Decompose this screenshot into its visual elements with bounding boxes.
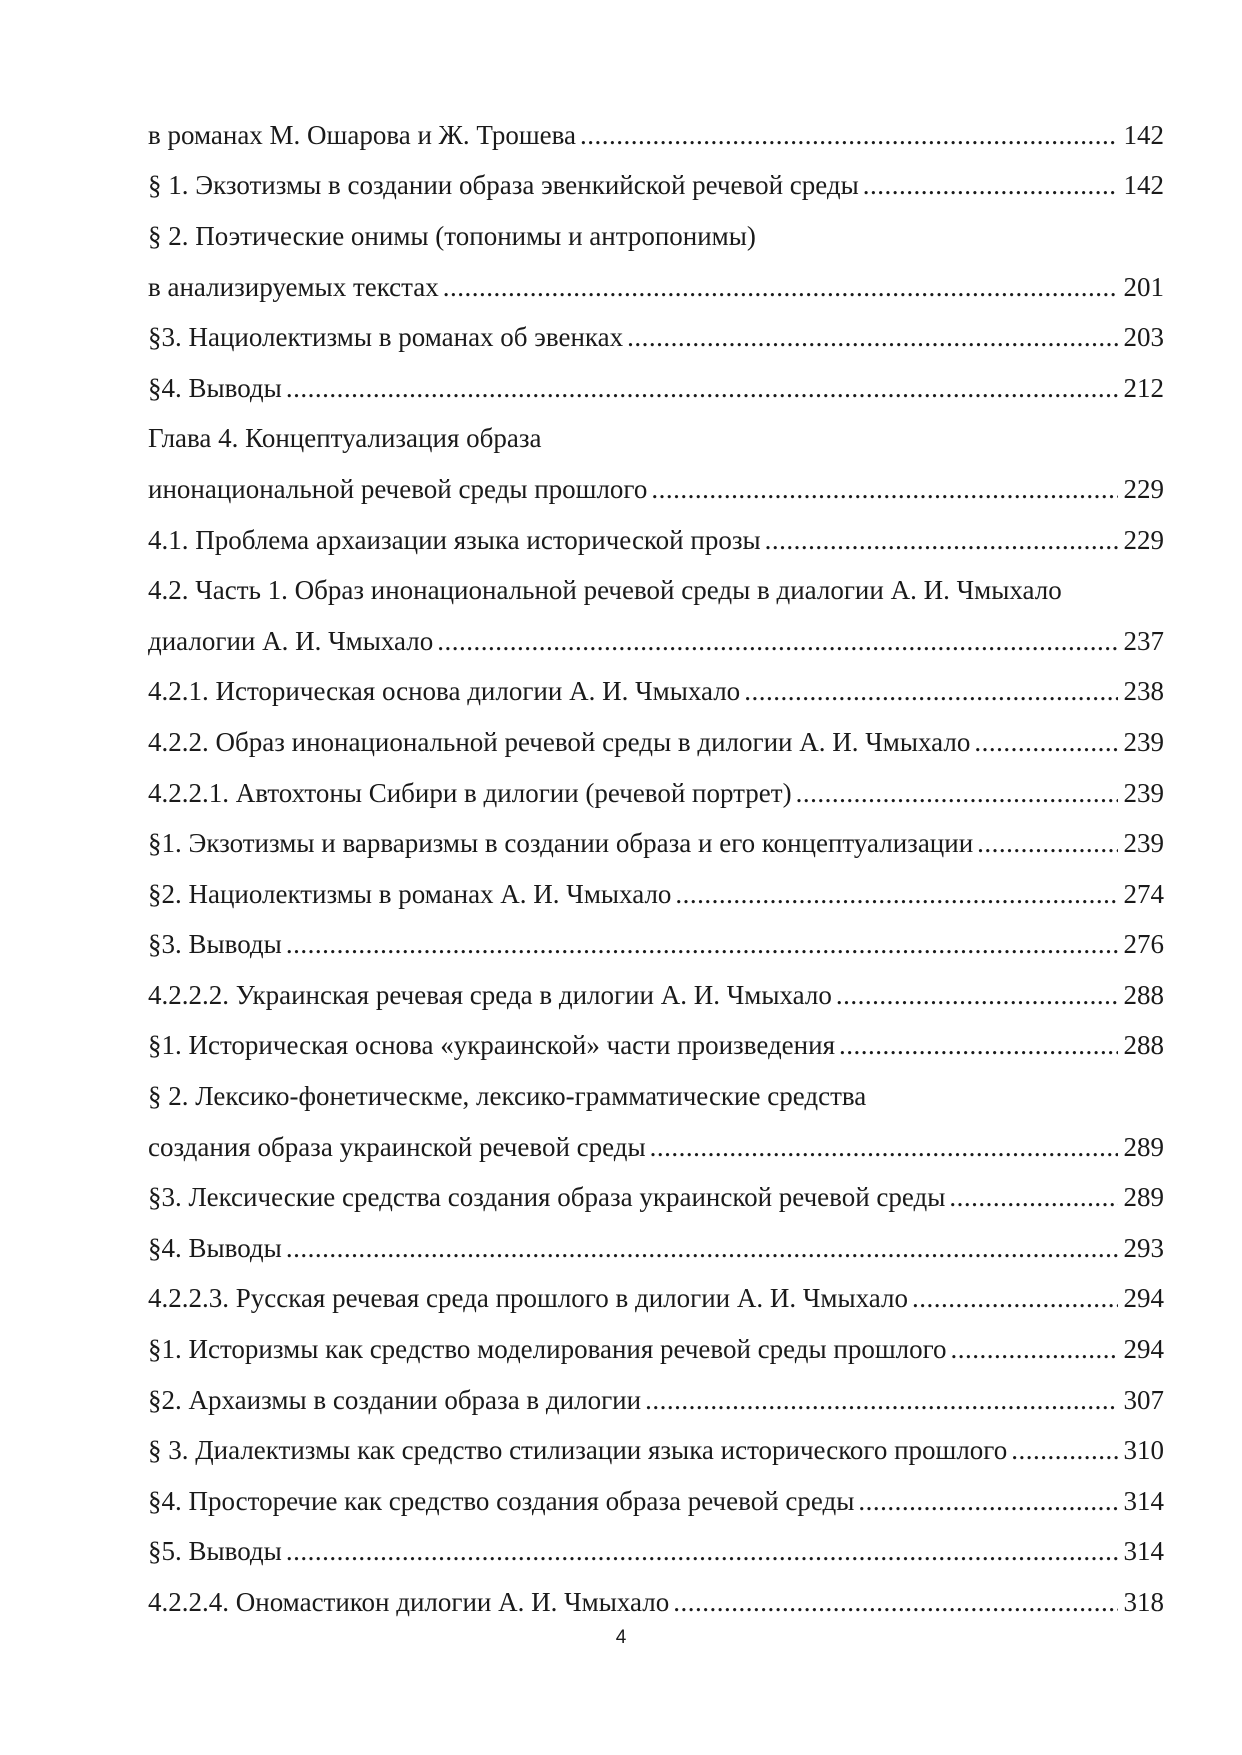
toc-entry-page: 288 bbox=[1123, 1030, 1164, 1061]
toc-entry-title: 4.2.2. Образ инонациональной речевой среды в дилогии А. И. Чмыхало bbox=[148, 726, 971, 757]
dot-leader bbox=[836, 982, 1118, 1009]
toc-entry-title: §4. Просторечие как средство создания образа речевой среды bbox=[148, 1485, 855, 1516]
dot-leader bbox=[286, 1538, 1118, 1565]
dot-leader bbox=[949, 1184, 1117, 1211]
toc-entry-title: §1. Историческая основа «украинской» части произведения bbox=[148, 1030, 835, 1061]
dot-leader bbox=[286, 931, 1118, 958]
toc-entry-title: §4. Выводы bbox=[148, 372, 282, 403]
dot-leader bbox=[796, 780, 1118, 807]
toc-entry bbox=[148, 1476, 1164, 1527]
toc-entry bbox=[148, 312, 1164, 363]
toc-entry-page: 294 bbox=[1123, 1334, 1164, 1365]
toc-entry bbox=[148, 414, 1164, 465]
toc-entry-title: § 2. Лексико-фонетическме, лексико-грамматические средства bbox=[148, 1081, 867, 1112]
dot-leader bbox=[863, 172, 1118, 199]
dot-leader bbox=[912, 1285, 1118, 1312]
toc-entry bbox=[148, 1375, 1164, 1426]
toc-entry bbox=[148, 616, 1164, 667]
toc-entry-title: §2. Архаизмы в создании образа в дилогии bbox=[148, 1384, 642, 1415]
toc-entry-page: 289 bbox=[1123, 1182, 1164, 1213]
toc-entry-title: §1. Историзмы как средство моделирования речевой среды прошлого bbox=[148, 1334, 947, 1365]
toc-entry-title: 4.2. Часть 1. Образ инонациональной речевой среды в диалогии А. И. Чмыхало bbox=[148, 575, 1062, 606]
toc-entry-page: 293 bbox=[1123, 1232, 1164, 1263]
toc-entry-title: § 1. Экзотизмы в создании образа эвенкийской речевой среды bbox=[148, 170, 859, 201]
toc-entry bbox=[148, 869, 1164, 920]
toc-entry bbox=[148, 667, 1164, 718]
toc-entry bbox=[148, 211, 1164, 262]
toc-entry-page: 229 bbox=[1123, 473, 1164, 504]
toc-entry-title: 4.2.2.2. Украинская речевая среда в дилогии А. И. Чмыхало bbox=[148, 979, 832, 1010]
toc-entry bbox=[148, 161, 1164, 212]
toc-entry-title: в анализируемых текстах bbox=[148, 271, 439, 302]
toc-entry bbox=[148, 717, 1164, 768]
toc-entry bbox=[148, 1021, 1164, 1072]
toc-entry-page: 318 bbox=[1123, 1587, 1164, 1618]
toc-entry-title: 4.2.1. Историческая основа дилогии А. И. Чмыхало bbox=[148, 676, 741, 707]
dot-leader bbox=[286, 375, 1118, 402]
toc-entry-title: §3. Лексические средства создания образа украинской речевой среды bbox=[148, 1182, 946, 1213]
toc-entry bbox=[148, 515, 1164, 566]
toc-entry-page: 239 bbox=[1123, 828, 1164, 859]
toc-entry bbox=[148, 565, 1164, 616]
toc-entry-page: 294 bbox=[1123, 1283, 1164, 1314]
toc-entry-title: § 2. Поэтические онимы (топонимы и антропонимы) bbox=[148, 220, 756, 251]
toc-entry bbox=[148, 363, 1164, 414]
dot-leader bbox=[650, 1134, 1118, 1161]
dot-leader bbox=[977, 830, 1117, 857]
toc-entry-title: §5. Выводы bbox=[148, 1536, 282, 1567]
dot-leader bbox=[765, 527, 1118, 554]
toc-entry-title: 4.2.2.3. Русская речевая среда прошлого в дилогии А. И. Чмыхало bbox=[148, 1283, 908, 1314]
toc-entry-title: § 3. Диалектизмы как средство стилизации языка исторического прошлого bbox=[148, 1435, 1008, 1466]
toc-entry bbox=[148, 1071, 1164, 1122]
dot-leader bbox=[1011, 1437, 1117, 1464]
page-number: 4 bbox=[615, 1627, 627, 1648]
toc-entry-page: 274 bbox=[1123, 878, 1164, 909]
toc-entry-page: 142 bbox=[1123, 170, 1164, 201]
toc-entry-title: инонациональной речевой среды прошлого bbox=[148, 473, 648, 504]
toc-entry-page: 238 bbox=[1123, 676, 1164, 707]
toc-entry-title: диалогии А. И. Чмыхало bbox=[148, 625, 434, 656]
toc-entry bbox=[148, 1274, 1164, 1325]
toc-entry bbox=[148, 970, 1164, 1021]
toc-entry-title: §3. Нациолектизмы в романах об эвенках bbox=[148, 322, 624, 353]
toc-entry-title: 4.2.2.4. Ономастикон дилогии А. И. Чмыхало bbox=[148, 1587, 670, 1618]
toc-entry-page: 142 bbox=[1123, 119, 1164, 150]
toc-entry bbox=[148, 768, 1164, 819]
toc-entry bbox=[148, 464, 1164, 515]
toc-entry-title: создания образа украинской речевой среды bbox=[148, 1131, 646, 1162]
dot-leader bbox=[651, 476, 1117, 503]
toc-entry-page: 203 bbox=[1123, 322, 1164, 353]
toc-entry bbox=[148, 110, 1164, 161]
toc-entry-title: §2. Нациолектизмы в романах А. И. Чмыхало bbox=[148, 878, 672, 909]
dot-leader bbox=[645, 1387, 1117, 1414]
dot-leader bbox=[744, 678, 1117, 705]
toc-entry bbox=[148, 818, 1164, 869]
dot-leader bbox=[443, 274, 1118, 301]
dot-leader bbox=[858, 1488, 1117, 1515]
toc-entry-title: §4. Выводы bbox=[148, 1232, 282, 1263]
toc-entry-page: 307 bbox=[1123, 1384, 1164, 1415]
toc-entry-page: 288 bbox=[1123, 979, 1164, 1010]
dot-leader bbox=[675, 881, 1117, 908]
dot-leader bbox=[627, 324, 1117, 351]
toc-entry bbox=[148, 1122, 1164, 1173]
toc-entry bbox=[148, 1324, 1164, 1375]
dot-leader bbox=[673, 1589, 1117, 1616]
toc-entry bbox=[148, 1172, 1164, 1223]
toc-entry-page: 314 bbox=[1123, 1536, 1164, 1567]
toc-entry-page: 289 bbox=[1123, 1131, 1164, 1162]
toc-entry-page: 237 bbox=[1123, 625, 1164, 656]
toc-entry bbox=[148, 1527, 1164, 1578]
toc-entry bbox=[148, 1425, 1164, 1476]
toc-entry-title: §1. Экзотизмы и варваризмы в создании образа и его концептуализации bbox=[148, 828, 974, 859]
toc-entry bbox=[148, 1577, 1164, 1628]
toc-entry-page: 310 bbox=[1123, 1435, 1164, 1466]
dot-leader bbox=[951, 1336, 1118, 1363]
toc-entry-title: §3. Выводы bbox=[148, 929, 282, 960]
toc-entry-page: 212 bbox=[1123, 372, 1164, 403]
toc-entry-title: 4.1. Проблема архаизации языка исторической прозы bbox=[148, 524, 761, 555]
toc-entry-page: 239 bbox=[1123, 777, 1164, 808]
toc-entry-page: 276 bbox=[1123, 929, 1164, 960]
toc-entry-page: 229 bbox=[1123, 524, 1164, 555]
dot-leader bbox=[437, 628, 1117, 655]
toc-entry-title: Глава 4. Концептуализация образа bbox=[148, 423, 542, 454]
toc-entry-page: 239 bbox=[1123, 726, 1164, 757]
toc-entry-page: 201 bbox=[1123, 271, 1164, 302]
dot-leader bbox=[839, 1032, 1118, 1059]
dot-leader bbox=[286, 1235, 1118, 1262]
toc-entry bbox=[148, 1223, 1164, 1274]
dot-leader bbox=[974, 729, 1117, 756]
toc-entry bbox=[148, 920, 1164, 971]
toc-entry-page: 314 bbox=[1123, 1485, 1164, 1516]
toc-entry-title: в романах М. Ошарова и Ж. Трошева bbox=[148, 119, 576, 150]
dot-leader bbox=[580, 122, 1118, 149]
toc-entry-title: 4.2.2.1. Автохтоны Сибири в дилогии (речевой портрет) bbox=[148, 777, 792, 808]
toc-entry bbox=[148, 262, 1164, 313]
table-of-contents bbox=[148, 110, 1164, 1628]
